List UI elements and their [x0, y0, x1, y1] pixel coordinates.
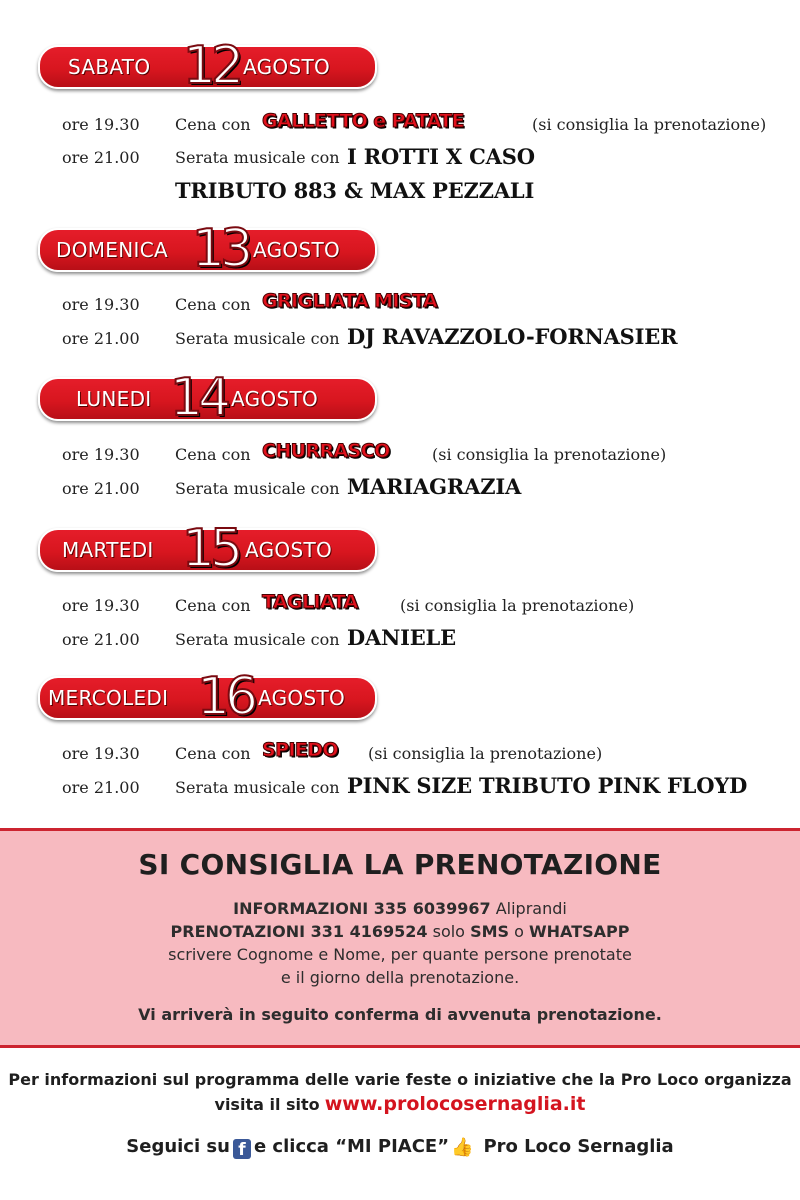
day-name: MERCOLEDI	[48, 686, 169, 710]
artist-name: I ROTTI X CASO	[347, 144, 535, 169]
day-name: MARTEDI	[62, 538, 154, 562]
dish-name: TAGLIATA	[262, 591, 358, 613]
dish-name: SPIEDO	[262, 739, 338, 761]
day-banner-14	[38, 368, 377, 428]
dinner-prefix: Cena con	[175, 744, 251, 763]
event-time: ore 21.00	[62, 778, 140, 797]
day-number: 16	[196, 667, 254, 727]
music-prefix: Serata musicale con	[175, 148, 340, 167]
event-time: ore 21.00	[62, 630, 140, 649]
day-banner-13	[38, 219, 377, 279]
day-month: AGOSTO	[245, 538, 333, 562]
visit-text: visita il sito	[214, 1095, 320, 1114]
booking-note: (si consiglia la prenotazione)	[532, 115, 767, 134]
event-time: ore 21.00	[62, 148, 140, 167]
music-prefix: Serata musicale con	[175, 479, 340, 498]
dish-name: GRIGLIATA MISTA	[262, 290, 437, 312]
dinner-prefix: Cena con	[175, 115, 251, 134]
prenotazioni-line	[0, 922, 800, 941]
footer-visit-line	[0, 1093, 800, 1115]
event-time: ore 19.30	[62, 596, 140, 615]
music-prefix: Serata musicale con	[175, 630, 340, 649]
artist-name: DJ RAVAZZOLO-FORNASIER	[347, 324, 678, 349]
day-number: 13	[191, 219, 249, 279]
day-number: 14	[169, 368, 227, 428]
day-month: AGOSTO	[243, 55, 331, 79]
day-name: LUNEDI	[76, 387, 152, 411]
day-name: DOMENICA	[56, 238, 168, 262]
instructions-line-2: e il giorno della prenotazione.	[280, 968, 520, 987]
music-prefix: Serata musicale con	[175, 778, 340, 797]
booking-note: (si consiglia la prenotazione)	[368, 744, 603, 763]
event-time: ore 19.30	[62, 445, 140, 464]
confirmation-note: Vi arriverà in seguito conferma di avvenuta prenotazione.	[138, 1005, 662, 1024]
pren-solo: solo	[432, 922, 465, 941]
info-phone: INFORMAZIONI 335 6039967	[233, 899, 491, 918]
event-time: ore 19.30	[62, 115, 140, 134]
dinner-prefix: Cena con	[175, 596, 251, 615]
pren-o: o	[514, 922, 524, 941]
day-banner-12	[38, 36, 377, 96]
like-text: e clicca “MI PIACE”	[253, 1136, 450, 1157]
day-name: SABATO	[68, 55, 151, 79]
artist-name: PINK SIZE TRIBUTO PINK FLOYD	[347, 773, 748, 798]
day-number: 15	[181, 519, 239, 579]
artist-name-line2: TRIBUTO 883 & MAX PEZZALI	[175, 178, 535, 203]
social-line	[0, 1136, 800, 1159]
dish-name: CHURRASCO	[262, 440, 390, 462]
follow-text: Seguici su	[126, 1136, 230, 1157]
event-time: ore 21.00	[62, 479, 140, 498]
prenotazioni-phone: PRENOTAZIONI 331 4169524	[170, 922, 428, 941]
dinner-prefix: Cena con	[175, 295, 251, 314]
booking-note: (si consiglia la prenotazione)	[432, 445, 667, 464]
page-name: Pro Loco Sernaglia	[483, 1136, 674, 1157]
dinner-prefix: Cena con	[175, 445, 251, 464]
event-time: ore 19.30	[62, 295, 140, 314]
booking-note: (si consiglia la prenotazione)	[400, 596, 635, 615]
dish-name: GALLETTO e PATATE	[262, 110, 464, 132]
info-line	[0, 899, 800, 918]
day-banner-16	[38, 667, 377, 727]
booking-box	[0, 828, 800, 1048]
day-banner-15	[38, 519, 377, 579]
artist-name: DANIELE	[347, 625, 456, 650]
event-time: ore 21.00	[62, 329, 140, 348]
instructions-line: scrivere Cognome e Nome, per quante persone prenotate	[168, 945, 632, 964]
footer-info: Per informazioni sul programma delle varie feste o iniziative che la Pro Loco organizza	[8, 1070, 792, 1089]
booking-title: SI CONSIGLIA LA PRENOTAZIONE	[138, 848, 662, 881]
pren-sms: SMS	[470, 922, 510, 941]
info-name: Aliprandi	[495, 899, 567, 918]
thumbs-up-icon: 👍	[451, 1137, 474, 1158]
day-month: AGOSTO	[253, 238, 341, 262]
day-month: AGOSTO	[231, 387, 319, 411]
facebook-icon[interactable]: f	[233, 1139, 251, 1159]
day-month: AGOSTO	[258, 686, 346, 710]
artist-name: MARIAGRAZIA	[347, 474, 522, 499]
music-prefix: Serata musicale con	[175, 329, 340, 348]
website-link[interactable]: www.prolocosernaglia.it	[324, 1093, 586, 1115]
day-number: 12	[182, 36, 240, 96]
event-time: ore 19.30	[62, 744, 140, 763]
pren-whatsapp: WHATSAPP	[529, 922, 630, 941]
